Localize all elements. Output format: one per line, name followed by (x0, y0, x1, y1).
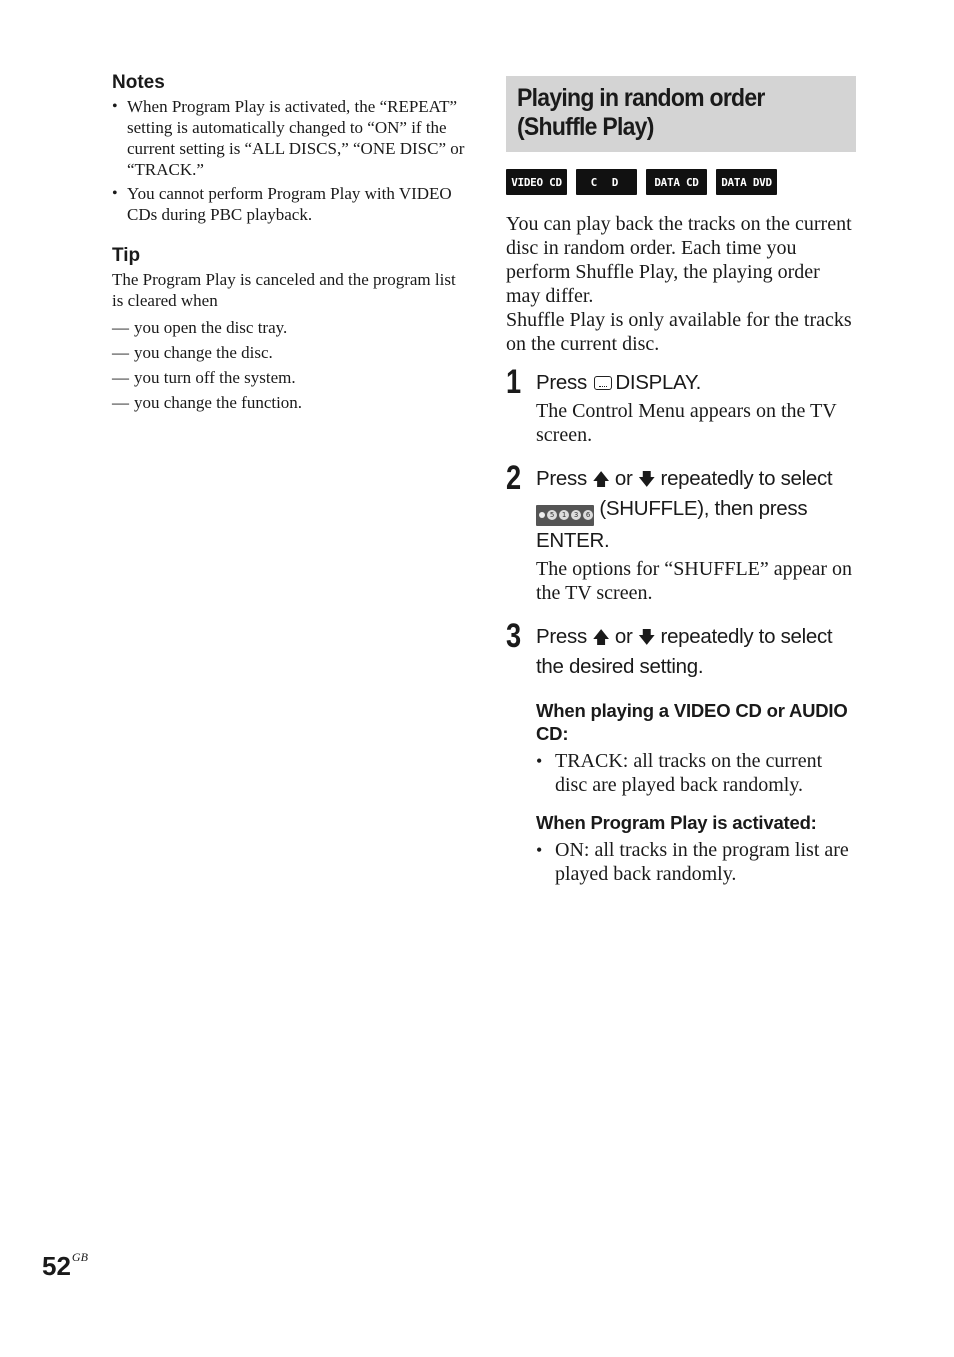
step-text: Press (536, 624, 587, 648)
down-arrow-icon: 🡇 (637, 627, 656, 647)
step-number: 2 (506, 459, 522, 497)
step-text: (SHUFFLE), then press ENTER. (536, 497, 808, 552)
badge-data-dvd: DATA DVD (716, 169, 777, 195)
page-number-value: 52 (42, 1251, 71, 1281)
step-1 (506, 363, 856, 447)
step-description: The options for “SHUFFLE” appear on the TV screen. (536, 557, 853, 604)
shuffle-dot (539, 512, 545, 518)
intro (506, 212, 856, 356)
step-3 (506, 616, 856, 886)
setting-heading: When playing a VIDEO CD or AUDIO CD: (536, 699, 848, 744)
notes-list (112, 96, 467, 225)
setting-text: TRACK: all tracks on the current disc are played back randomly. (555, 749, 823, 796)
tip-heading: Tip (112, 245, 141, 266)
step-text: DISPLAY. (615, 371, 702, 394)
step-title (536, 622, 856, 681)
step-number: 1 (506, 363, 522, 401)
section-header (506, 76, 856, 152)
step-title (536, 368, 856, 397)
step-text: or (614, 624, 633, 648)
bullet-icon: • (536, 839, 543, 860)
step-text: or (614, 467, 633, 490)
tip-item (112, 340, 467, 365)
setting-list (536, 749, 856, 797)
tip-item (112, 365, 467, 390)
tip-item-text: you turn off the system. (134, 368, 296, 387)
intro-paragraph: You can play back the tracks on the current disc in random order. Each time you perform Shuffle Play, the playing order may differ. (506, 213, 852, 307)
dash-icon: — (112, 393, 129, 412)
bullet-icon: • (112, 98, 118, 115)
down-arrow-icon: 🡇 (637, 470, 656, 489)
setting-item (536, 838, 856, 886)
note-item (112, 96, 467, 180)
step-number: 3 (506, 616, 522, 655)
tip-text: The Program Play is canceled and the program list is cleared when (112, 270, 456, 310)
note-text: You cannot perform Program Play with VIDEO CDs during PBC playback. (127, 184, 452, 224)
step-text: Press (536, 371, 587, 394)
shuffle-digit: 5 (547, 510, 557, 520)
note-text: When Program Play is activated, the “REPEAT” setting is automatically changed to “ON” if the current setting is “ALL DISCS,” “ONE DISC” or “TRACK.” (127, 97, 465, 179)
dash-icon: — (112, 368, 129, 387)
section-title-line1: Playing in random order (517, 84, 765, 112)
shuffle-icon (536, 505, 594, 526)
shuffle-digit: 3 (571, 510, 581, 520)
dash-icon: — (112, 343, 129, 362)
bullet-icon: • (536, 750, 543, 771)
shuffle-digit: 1 (559, 510, 569, 520)
left-column (112, 72, 467, 415)
setting-list (536, 838, 856, 886)
dash-icon: — (112, 318, 129, 337)
up-arrow-icon: 🡅 (592, 470, 610, 489)
bullet-icon: • (112, 185, 118, 202)
tip-list (112, 315, 467, 415)
setting-text: ON: all tracks in the program list are played back randomly. (555, 838, 849, 885)
disc-type-badges (506, 169, 856, 195)
tip-item (112, 390, 467, 415)
setting-heading: When Program Play is activated: (536, 811, 817, 833)
section-title (517, 84, 819, 142)
badge-cd: C D (576, 169, 637, 195)
step-title (536, 464, 856, 555)
page-number (42, 1250, 88, 1282)
tip-item-text: you open the disc tray. (134, 318, 288, 337)
up-arrow-icon: 🡅 (592, 627, 610, 647)
page-region: GB (71, 1250, 88, 1264)
note-item (112, 183, 467, 225)
tip-item-text: you change the function. (134, 393, 303, 412)
notes-heading: Notes (112, 72, 165, 93)
step-description: The Control Menu appears on the TV screen. (536, 400, 837, 446)
tip-item-text: you change the disc. (134, 343, 273, 362)
intro-paragraph: Shuffle Play is only available for the tracks on the current disc. (506, 309, 852, 355)
step-text: repeatedly to select the desired setting. (536, 624, 833, 678)
step-text: Press (536, 467, 587, 490)
right-column (506, 76, 856, 886)
shuffle-digit: 6 (583, 510, 593, 520)
setting-item (536, 749, 856, 797)
step-text: repeatedly to select (660, 467, 833, 490)
tip-item (112, 315, 467, 340)
badge-video-cd: VIDEO CD (506, 169, 567, 195)
display-icon (594, 376, 612, 390)
section-title-line2: (Shuffle Play) (517, 113, 654, 141)
badge-data-cd: DATA CD (646, 169, 707, 195)
step-2 (506, 459, 856, 605)
